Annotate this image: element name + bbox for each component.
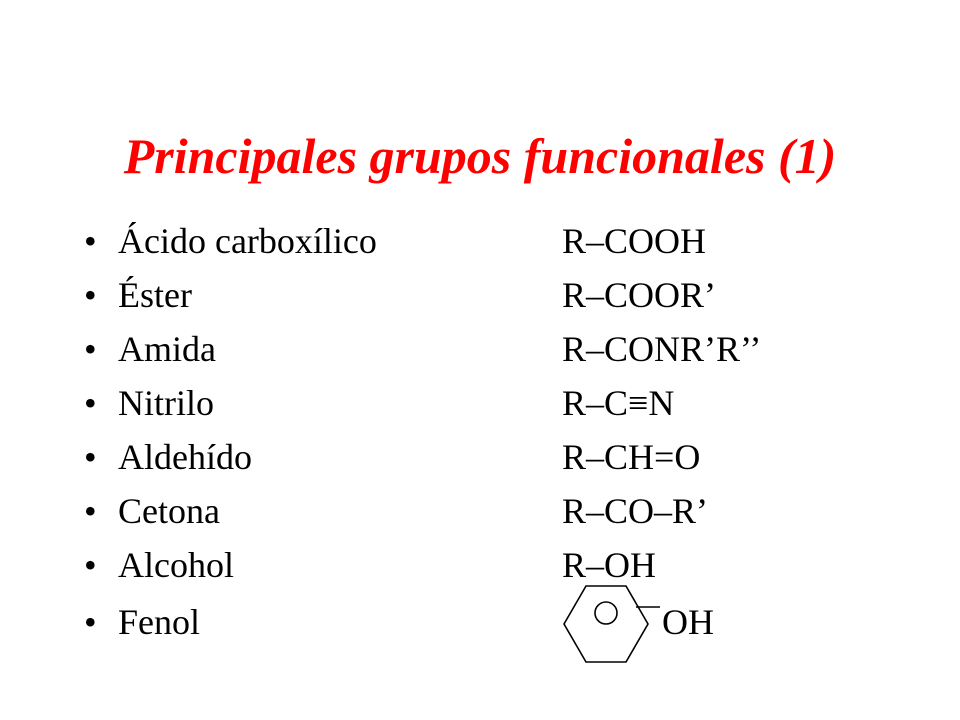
group-name: Amida bbox=[118, 329, 216, 369]
group-name: Nitrilo bbox=[118, 383, 214, 423]
group-name: Ácido carboxílico bbox=[118, 221, 377, 261]
group-formula: R–OH bbox=[562, 545, 657, 585]
group-name: Aldehído bbox=[118, 437, 252, 477]
list-item bbox=[0, 540, 960, 590]
bullet: • bbox=[84, 275, 97, 315]
bullet: • bbox=[84, 383, 97, 423]
group-name: Alcohol bbox=[118, 545, 234, 585]
group-formula: R–C≡N bbox=[562, 383, 675, 423]
group-name: Fenol bbox=[118, 602, 201, 642]
group-formula: R–COOR’ bbox=[562, 275, 717, 315]
group-name: Éster bbox=[118, 275, 192, 315]
group-name: Cetona bbox=[118, 491, 220, 531]
slide-title: Principales grupos funcionales (1) bbox=[123, 127, 837, 184]
bullet: • bbox=[84, 545, 97, 585]
bullet: • bbox=[84, 602, 97, 642]
list-item bbox=[0, 324, 960, 374]
bullet: • bbox=[84, 491, 97, 531]
bullet: • bbox=[84, 221, 97, 261]
benzene-inner-circle bbox=[595, 602, 617, 624]
list-item bbox=[0, 486, 960, 536]
group-formula: R–CONR’R’’ bbox=[562, 329, 762, 369]
group-formula: R–CH=O bbox=[562, 437, 701, 477]
bullet: • bbox=[84, 437, 97, 477]
bullet: • bbox=[84, 329, 97, 369]
list-item bbox=[0, 432, 960, 482]
group-formula: R–CO–R’ bbox=[562, 491, 709, 531]
phenol-oh-label: OH bbox=[662, 602, 714, 642]
list-item bbox=[0, 597, 960, 647]
list-item bbox=[0, 216, 960, 266]
group-formula: R–COOH bbox=[562, 221, 707, 261]
list-item bbox=[0, 378, 960, 428]
list-item bbox=[0, 270, 960, 320]
